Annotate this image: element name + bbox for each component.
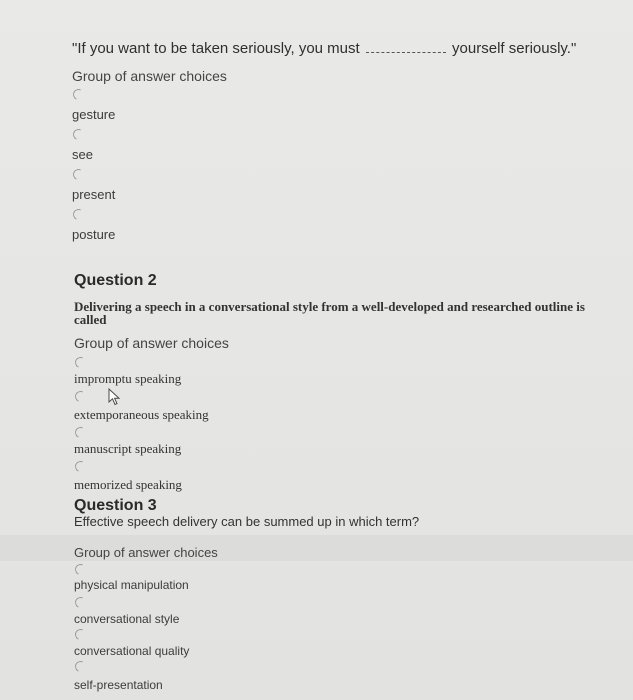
question-1-prompt-start: "If you want to be taken seriously, you must (72, 40, 360, 57)
question-2-option-memorized[interactable]: memorized speaking (74, 477, 182, 492)
question-1-option-gesture[interactable]: gesture (72, 107, 116, 122)
fill-in-blank (366, 52, 446, 53)
question-3-text: Effective speech delivery can be summed up in which term? (74, 514, 420, 529)
radio-button-icon[interactable] (73, 627, 87, 641)
radio-button-icon[interactable] (73, 659, 87, 673)
question-3-option-physical-manipulation[interactable]: physical manipulation (74, 578, 189, 592)
question-1-option-see[interactable]: see (72, 147, 93, 162)
radio-button-icon[interactable] (73, 355, 87, 369)
question-2-group-label: Group of answer choices (74, 335, 229, 351)
question-3-option-conversational-quality[interactable]: conversational quality (74, 644, 190, 658)
radio-button-icon[interactable] (73, 459, 87, 473)
question-2-option-impromptu[interactable]: impromptu speaking (74, 371, 182, 386)
radio-button-icon[interactable] (73, 562, 87, 576)
question-2-option-extemporaneous[interactable]: extemporaneous speaking (74, 407, 209, 422)
radio-button-icon[interactable] (71, 167, 85, 181)
question-1-option-present[interactable]: present (72, 187, 116, 202)
question-1-prompt (72, 40, 576, 57)
question-3-option-conversational-style[interactable]: conversational style (74, 612, 180, 626)
question-2-text: Delivering a speech in a conversational style from a well-developed and researched outline is called (74, 299, 585, 327)
question-2-option-manuscript[interactable]: manuscript speaking (74, 441, 182, 456)
question-1-group-label: Group of answer choices (72, 68, 227, 84)
question-2-title: Question 2 (74, 272, 157, 289)
question-3-group-label: Group of answer choices (74, 545, 218, 560)
question-1-option-posture[interactable]: posture (72, 227, 116, 242)
mouse-pointer-icon (108, 388, 122, 406)
radio-button-icon[interactable] (71, 87, 85, 101)
question-3-option-self-presentation[interactable]: self-presentation (74, 678, 163, 692)
radio-button-icon[interactable] (71, 207, 85, 221)
radio-button-icon[interactable] (73, 425, 87, 439)
radio-button-icon[interactable] (71, 127, 85, 141)
question-3-title: Question 3 (74, 497, 157, 514)
question-1-prompt-end: yourself seriously." (452, 40, 577, 57)
radio-button-icon[interactable] (73, 389, 87, 403)
radio-button-icon[interactable] (73, 595, 87, 609)
